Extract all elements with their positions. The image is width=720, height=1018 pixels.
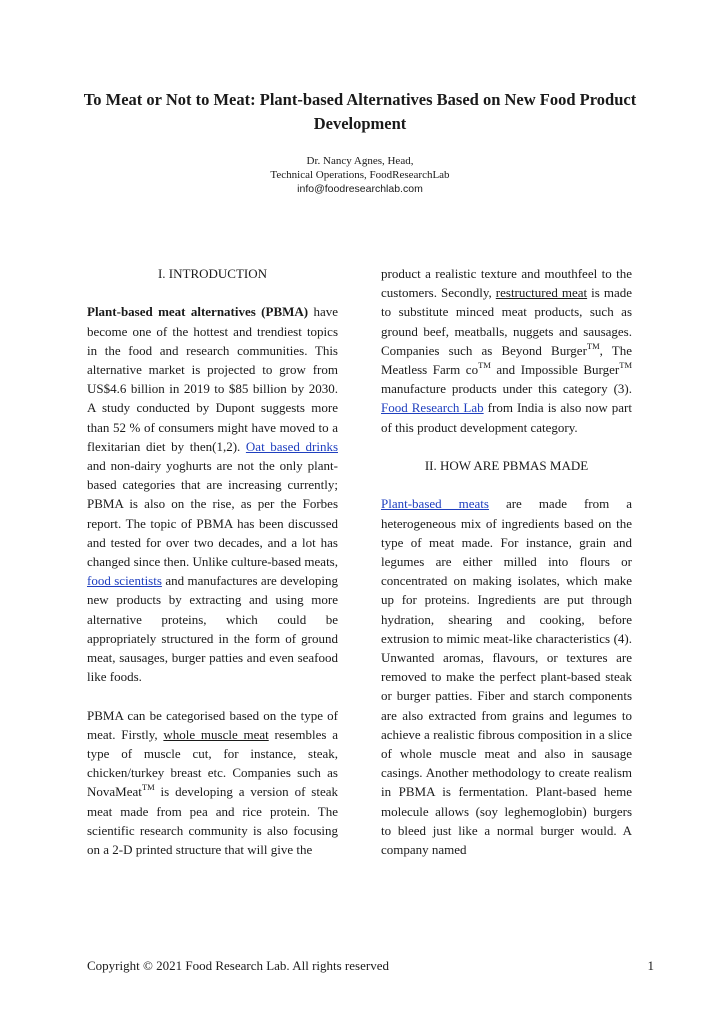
text-run: product a realistic texture and mouthfeel to the customers. Secondly, [381, 266, 632, 301]
left-column [87, 264, 338, 859]
text-run: have become one of the hottest and trendiest topics in the food and research communities. This alternative market is projected to grow from US$4.6 billion in 2019 to $85 billion by 2030. A study conducted by Dupont suggests more than 52 % of consumers might have moved to a flexitarian diet by then(1,2). [87, 304, 338, 454]
link-plant-based-meats[interactable]: Plant-based meats [381, 496, 489, 512]
text-run: and manufactures are developing new products by extracting and using more alternative proteins, which could be appropriately structured in the form of ground meat, sausages, burger patties and even seafood like foods. [87, 573, 338, 685]
how-made-paragraph [381, 494, 632, 859]
text-run: manufacture products under this category (3). [381, 381, 632, 397]
intro-paragraph-1 [87, 302, 338, 686]
page-number: 1 [647, 958, 654, 973]
trademark: TM [141, 782, 155, 793]
link-oat-based-drinks[interactable]: Oat based drinks [245, 438, 338, 454]
text-run: , The Meatless Farm co [381, 342, 632, 378]
trademark: TM [619, 360, 632, 371]
section-heading-how-made: II. HOW ARE PBMAS MADE [424, 458, 589, 474]
copyright-footer: Copyright © 2021 Food Research Lab. All rights reserved [87, 958, 389, 973]
link-food-scientists[interactable]: food scientists [87, 573, 162, 589]
text-run: and non-dairy yoghurts are not the only plant-based categories that are increasing currently; PBMA is also on the rise, as per the Forbes report. The topic of PBMA has been discussed and tested for over two decades, and a lot has changed since then. Unlike culture-based meats, [87, 458, 338, 570]
author-email[interactable]: info@foodresearchlab.com [297, 183, 423, 195]
author-name: Dr. Nancy Agnes, Head, [306, 155, 414, 167]
author-affiliation: Technical Operations, FoodResearchLab [270, 169, 450, 181]
pbma-term: Plant-based meat alternatives (PBMA) [87, 304, 309, 320]
text-run: PBMA can be categorised based on the type of meat. Firstly, [87, 707, 338, 742]
intro-paragraph-2 [87, 706, 338, 860]
text-run: is made to substitute minced meat products, such as ground beef, meatballs, nuggets and sausages. Companies such as Beyond Burger [381, 285, 632, 358]
underlined-term: whole muscle meat [163, 726, 269, 742]
text-run: resembles a type of muscle cut, for instance, steak, chicken/turkey breast etc. Companies such as NovaMeat [87, 726, 338, 800]
author-block [160, 154, 560, 196]
text-run: and Impossible Burger [490, 362, 620, 378]
continued-paragraph [381, 264, 632, 437]
text-run: are made from a heterogeneous mix of ingredients based on the type of meat made. For instance, grain and legumes are either milled into flours or concentrated on making isolates, which make up for proteins. Ingredients are put through hydration, shearing and cooking, before extrusion to mimic meat-like characteristics (4). Unwanted aromas, flavours, or textures are removed to make the perfect plant-based steak or burger patties. Fiber and starch components are also extracted from grains and legumes to achieve a realistic fibrous composition in a slice of whole muscle meat and also in sausage casings. Another methodology to create realism in PBMA is fermentation. Plant-based heme molecule allows (soy leghemoglobin) burgers to bleed just like a normal burger would. A company named [381, 496, 632, 858]
text-run: from India is also now part of this product development category. [381, 400, 632, 435]
paper-title: To Meat or Not to Meat: Plant-based Alternatives Based on New Food Product Development [83, 90, 637, 133]
text-run: is developing a version of steak meat made from pea and rice protein. The scientific research community is also focusing on a 2-D printed structure that will give the [87, 784, 338, 858]
right-column [381, 264, 632, 859]
trademark: TM [586, 340, 600, 351]
underlined-term: restructured meat [495, 285, 588, 301]
trademark: TM [478, 360, 491, 371]
section-heading-introduction: I. INTRODUCTION [157, 266, 268, 281]
link-food-research-lab[interactable]: Food Research Lab [381, 400, 484, 416]
